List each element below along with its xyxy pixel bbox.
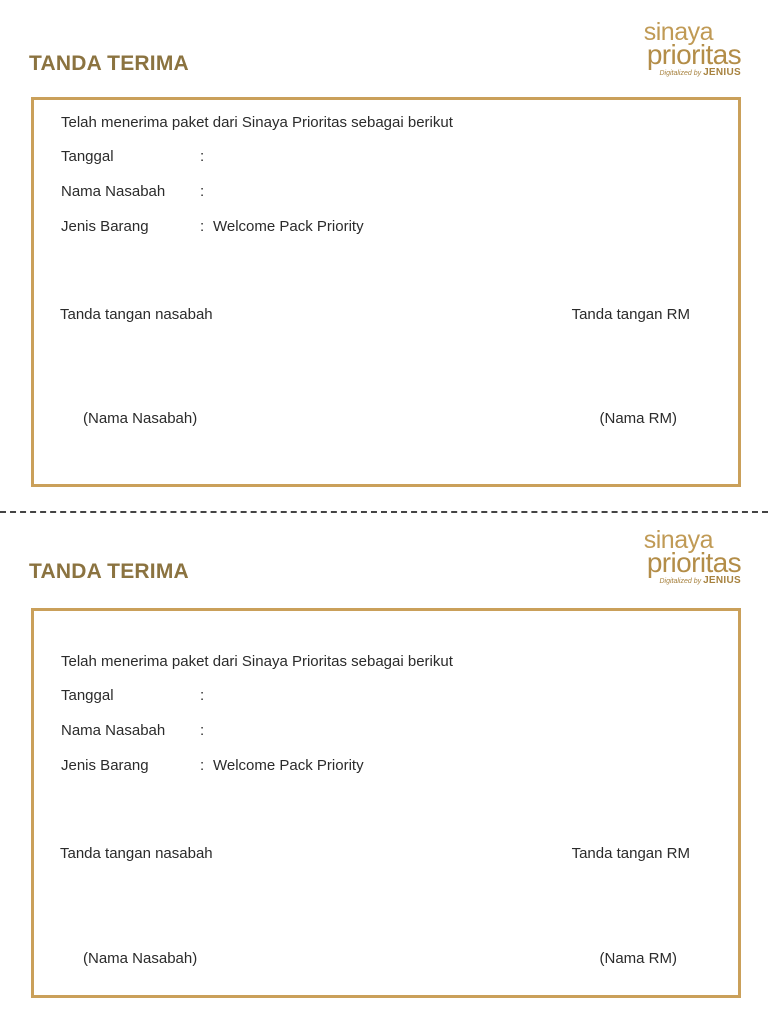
logo-sinaya-text: sinaya bbox=[643, 18, 713, 46]
field-colon: : bbox=[200, 687, 205, 704]
receipt-bottom bbox=[0, 508, 768, 1008]
rm-name-placeholder: (Nama RM) bbox=[599, 410, 677, 427]
field-value: Welcome Pack Priority bbox=[213, 218, 364, 235]
receipt-form-box bbox=[31, 97, 741, 487]
receipt-title: TANDA TERIMA bbox=[29, 52, 189, 75]
signature-customer-label: Tanda tangan nasabah bbox=[60, 845, 213, 862]
field-label: Jenis Barang bbox=[61, 757, 149, 774]
sinaya-prioritas-logo bbox=[629, 526, 741, 590]
field-label: Tanggal bbox=[61, 148, 114, 165]
signature-rm-label: Tanda tangan RM bbox=[571, 306, 690, 323]
field-colon: : bbox=[200, 148, 205, 165]
field-colon: : bbox=[200, 722, 205, 739]
logo-jenius-text: JENIUS bbox=[703, 575, 741, 586]
logo-prioritas-text: prioritas bbox=[646, 547, 741, 578]
logo-tagline: Digitalized by JENIUS bbox=[659, 67, 741, 78]
receipt-form-box bbox=[31, 608, 741, 998]
receipt-title: TANDA TERIMA bbox=[29, 560, 189, 583]
field-value: Welcome Pack Priority bbox=[213, 757, 364, 774]
customer-name-placeholder: (Nama Nasabah) bbox=[83, 410, 198, 427]
field-label: Tanggal bbox=[61, 687, 114, 704]
customer-name-placeholder: (Nama Nasabah) bbox=[83, 950, 198, 967]
receipt-intro-text: Telah menerima paket dari Sinaya Prioritas sebagai berikut bbox=[61, 114, 453, 131]
logo-prioritas-text: prioritas bbox=[646, 39, 741, 70]
field-colon: : bbox=[200, 183, 205, 200]
field-label: Nama Nasabah bbox=[61, 183, 166, 200]
receipt-intro-text: Telah menerima paket dari Sinaya Prioritas sebagai berikut bbox=[61, 653, 453, 670]
field-label: Jenis Barang bbox=[61, 218, 149, 235]
field-colon: : bbox=[200, 218, 205, 235]
field-label: Nama Nasabah bbox=[61, 722, 166, 739]
sinaya-prioritas-logo bbox=[629, 18, 741, 82]
logo-sinaya-text: sinaya bbox=[643, 526, 713, 554]
field-colon: : bbox=[200, 757, 205, 774]
signature-customer-label: Tanda tangan nasabah bbox=[60, 306, 213, 323]
rm-name-placeholder: (Nama RM) bbox=[599, 950, 677, 967]
logo-tagline: Digitalized by JENIUS bbox=[659, 575, 741, 586]
logo-jenius-text: JENIUS bbox=[703, 67, 741, 78]
signature-rm-label: Tanda tangan RM bbox=[571, 845, 690, 862]
receipt-top bbox=[0, 0, 768, 500]
